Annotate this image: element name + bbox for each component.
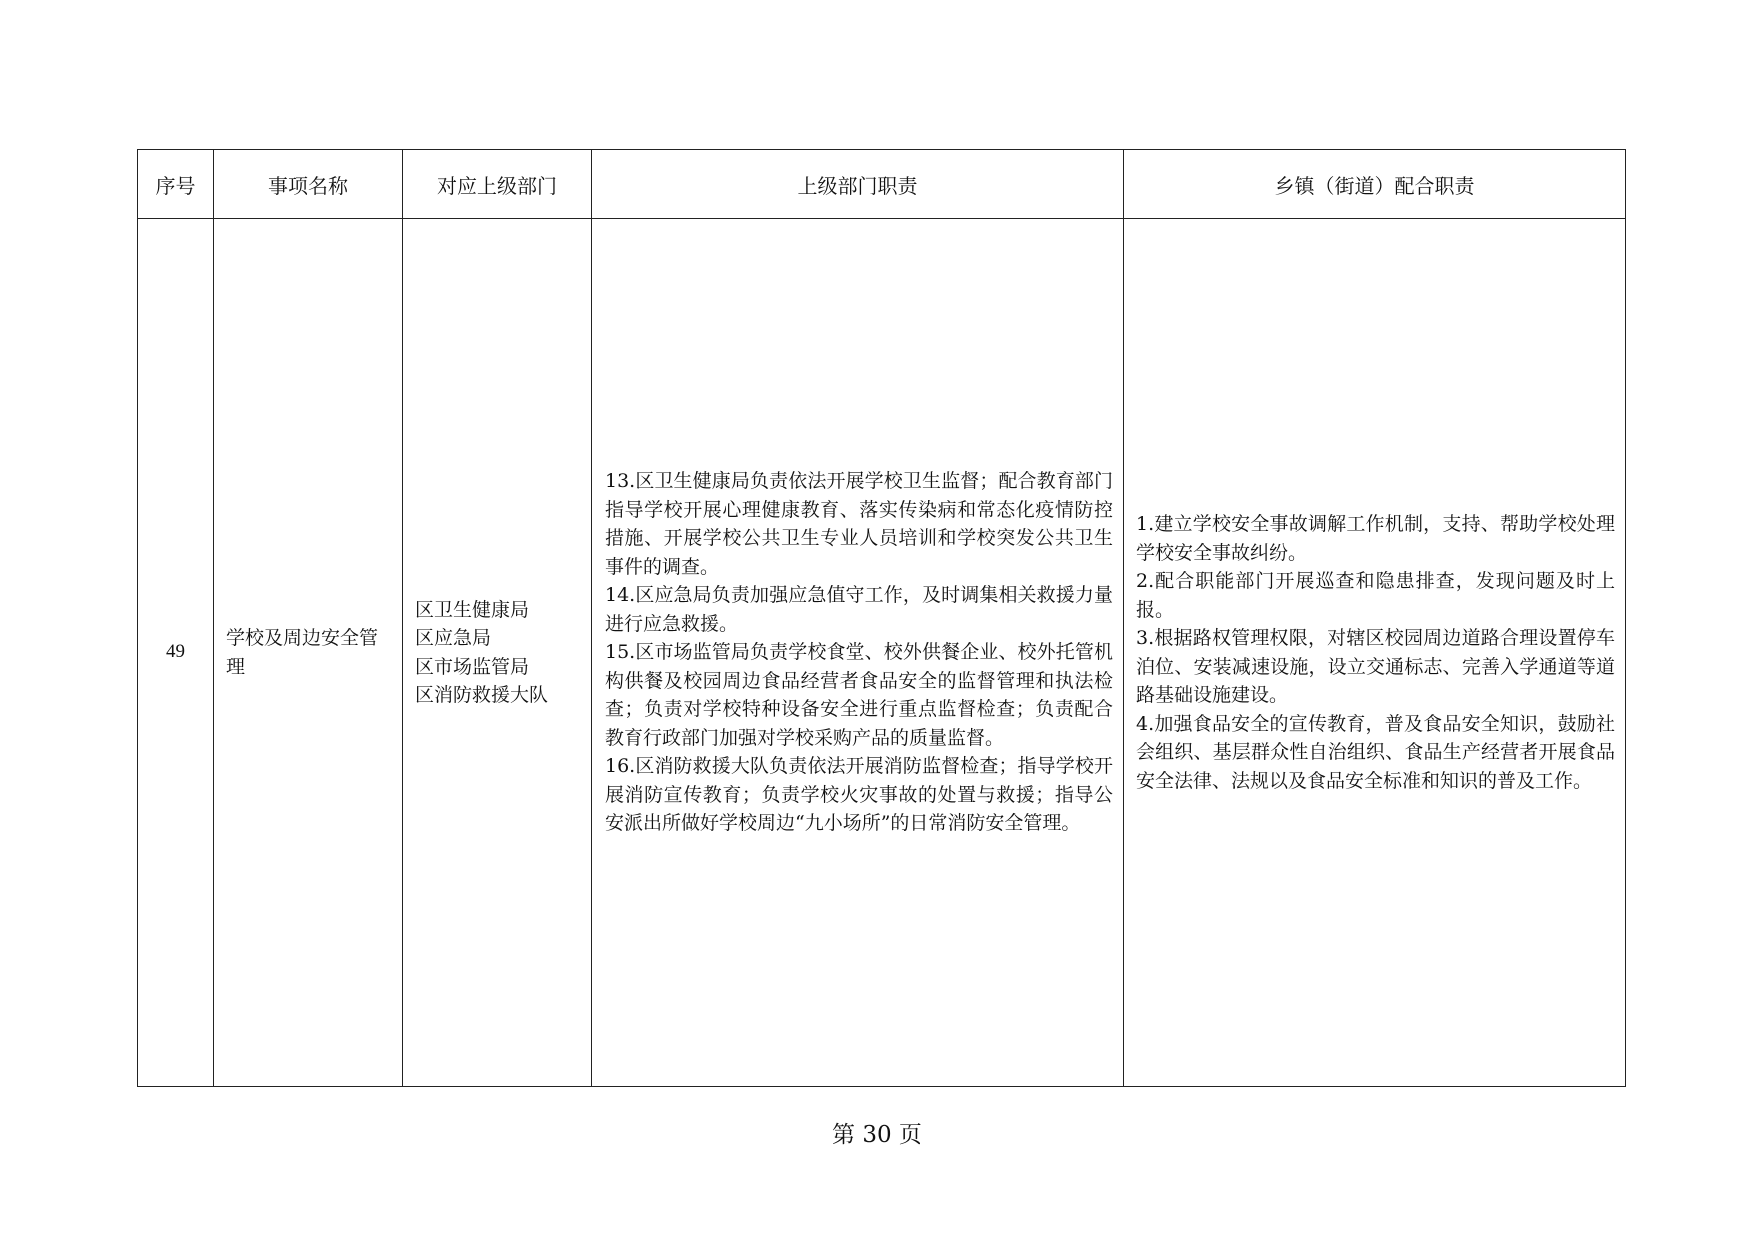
department-name: 区市场监管局 <box>415 655 530 678</box>
header-township-cooperation: 乡镇（街道）配合职责 <box>1124 150 1626 219</box>
row-superior-duties <box>592 219 1124 1087</box>
header-serial-no: 序号 <box>138 150 214 219</box>
header-item-name: 事项名称 <box>214 150 403 219</box>
cooperation-paragraph: 4.加强食品安全的宣传教育，普及食品安全知识，鼓励社会组织、基层群众性自治组织、食品生产经营者开展食品安全法律、法规以及食品安全标准和知识的普及工作。 <box>1136 712 1615 792</box>
cooperation-paragraph: 3.根据路权管理权限，对辖区校园周边道路合理设置停车泊位、安装减速设施，设立交通标志、完善入学通道等道路基础设施建设。 <box>1136 627 1615 706</box>
department-name: 区应急局 <box>415 627 492 649</box>
duty-paragraph: 14.区应急局负责加强应急值守工作，及时调集相关救援力量进行应急救援。 <box>605 584 1113 635</box>
table-header-row <box>138 150 1626 219</box>
page-number: 第 30 页 <box>832 1122 922 1148</box>
table-row <box>138 219 1626 1087</box>
row-item-name: 学校及周边安全管理 <box>214 219 403 1087</box>
duty-paragraph: 13.区卫生健康局负责依法开展学校卫生监督；配合教育部门指导学校开展心理健康教育、落实传染病和常态化疫情防控措施、开展学校公共卫生专业人员培训和学校突发公共卫生事件的调查。 <box>605 470 1113 578</box>
row-township-cooperation <box>1124 219 1626 1087</box>
header-superior-department: 对应上级部门 <box>403 150 592 219</box>
cooperation-paragraph: 2.配合职能部门开展巡查和隐患排查，发现问题及时上报。 <box>1136 570 1615 621</box>
row-serial-no: 49 <box>138 219 214 1087</box>
department-name: 区消防救援大队 <box>415 684 549 706</box>
header-superior-duties: 上级部门职责 <box>592 150 1124 219</box>
cooperation-paragraph: 1.建立学校安全事故调解工作机制，支持、帮助学校处理学校安全事故纠纷。 <box>1136 513 1615 564</box>
duty-paragraph: 16.区消防救援大队负责依法开展消防监督检查；指导学校开展消防宣传教育；负责学校火灾事故的处置与救援；指导公安派出所做好学校周边“九小场所”的日常消防安全管理。 <box>605 755 1113 835</box>
department-name: 区卫生健康局 <box>415 598 530 621</box>
row-departments <box>403 219 592 1087</box>
duty-table <box>137 149 1626 1087</box>
duty-paragraph: 15.区市场监管局负责学校食堂、校外供餐企业、校外托管机构供餐及校园周边食品经营者食品安全的监督管理和执法检查；负责对学校特种设备安全进行重点监督检查；负责配合教育行政部门加强对学校采购产品的质量监督。 <box>605 641 1113 749</box>
